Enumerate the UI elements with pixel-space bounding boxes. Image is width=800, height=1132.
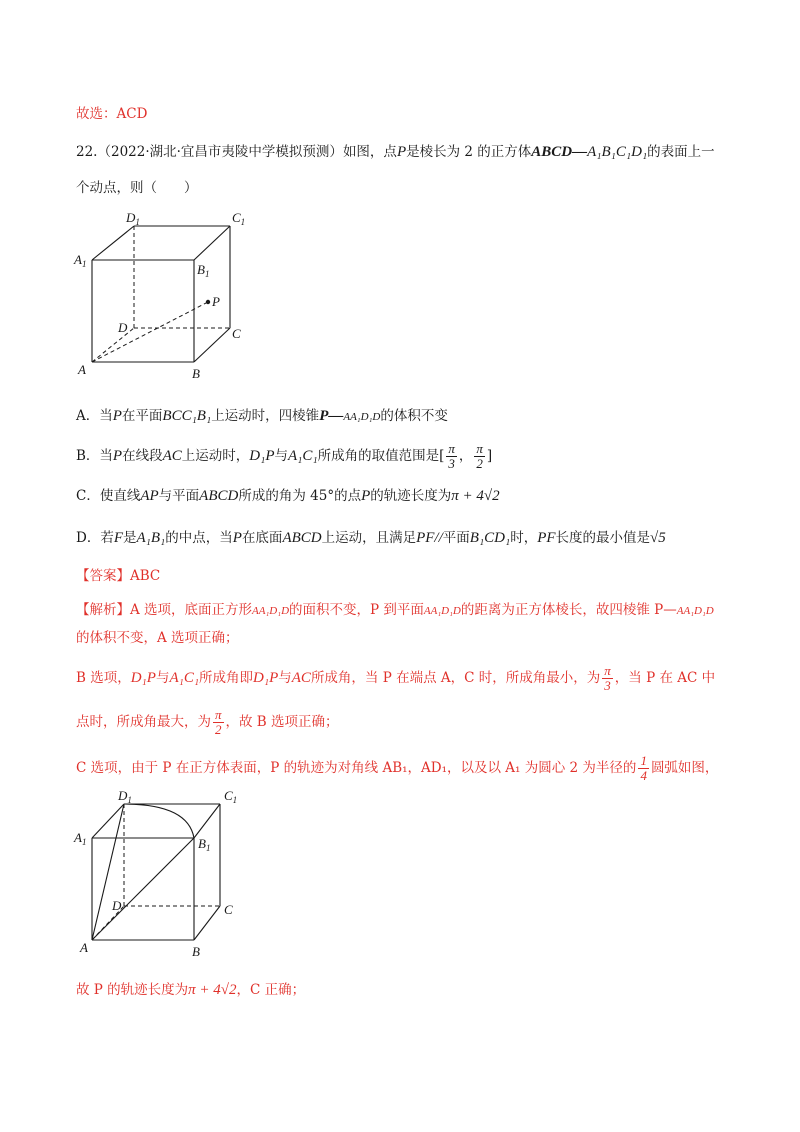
analysis-text: ，故 B 选项正确； — [225, 714, 339, 730]
option-d — [76, 528, 666, 548]
analysis-b-line-2 — [76, 708, 339, 737]
cube-top: A₁B₁C₁D₁ — [587, 144, 648, 160]
line-ac: AC — [291, 670, 311, 686]
option-b-text: 所成角的取值范围是[ — [317, 448, 445, 464]
option-d-text: 上运动，且满足 — [321, 530, 417, 546]
label-c: C — [232, 326, 241, 341]
option-d-text: 平面 — [442, 530, 470, 546]
label-p: P — [212, 294, 220, 309]
plane-aa1d1d: AA₁D₁D — [423, 605, 461, 617]
point-p: P — [112, 408, 122, 424]
option-b-text: 在线段 — [122, 448, 163, 464]
edge-a1d1 — [92, 226, 134, 260]
analysis-label: 【解析】 — [76, 602, 130, 618]
segment-ap — [92, 302, 208, 362]
label-a1: $A_1$ — [74, 252, 87, 269]
analysis-text: 的面积不变，P 到平面 — [289, 602, 424, 618]
label-a: A — [78, 362, 86, 377]
option-d-text: 的中点，当 — [165, 530, 233, 546]
option-b-text: B．当 — [76, 448, 113, 464]
point-p: P — [396, 144, 407, 160]
stem-text: 的表面上一 — [647, 144, 715, 160]
option-c-text: 的轨迹长度为 — [370, 488, 452, 504]
min-length: √5 — [650, 530, 666, 546]
line-pf: PF — [537, 530, 556, 546]
label-b1: $B_1$ — [198, 836, 211, 853]
fraction-pi-2: $\frac{\pi}{2}$ — [215, 707, 222, 737]
line-d1p: D₁P — [249, 448, 275, 464]
analysis-text: C 选项，由于 P 在正方体表面，P 的轨迹为对角线 AB₁，AD₁，以及以 A₁ 为圆心 2 为半径的 — [76, 760, 637, 776]
fraction-pi-3: $\frac{\pi}{3}$ — [604, 663, 611, 693]
analysis-c-line — [76, 754, 718, 783]
cube-figure-1 — [72, 208, 272, 388]
option-c — [76, 486, 500, 506]
analysis-text: A 选项，底面正方形 — [130, 602, 253, 618]
trajectory-length: π + 4√2 — [451, 488, 500, 504]
option-d-text: D．若 — [76, 530, 114, 546]
trajectory-length: π + 4√2 — [188, 982, 237, 998]
label-b: B — [192, 366, 200, 381]
option-c-text: 所成的角为 45°的点 — [238, 488, 362, 504]
option-a-text: A．当 — [76, 408, 113, 424]
point-p: P — [361, 488, 371, 504]
analysis-b-line-1 — [76, 664, 715, 693]
label-c1: $C_1$ — [224, 788, 238, 805]
analysis-text: 所成角，当 P 在端点 A，C 时，所成角最小，为 — [310, 670, 601, 686]
option-a-text: 在平面 — [121, 408, 163, 424]
edge-a1d1 — [92, 804, 124, 838]
plane-abcd: ABCD — [199, 488, 239, 504]
arc-d1b1 — [124, 804, 194, 838]
option-a-text: 上运动时，四棱锥 — [211, 408, 320, 424]
point-p: P — [112, 448, 123, 464]
label-c: C — [224, 902, 233, 917]
label-b1: $B_1$ — [197, 262, 210, 279]
analysis-text: 与 — [278, 670, 292, 686]
option-d-text: 长度的最小值是 — [555, 530, 651, 546]
option-b-text: 上运动时， — [181, 448, 250, 464]
label-d1: $D_1$ — [118, 788, 132, 805]
edge-b1c1 — [194, 804, 220, 838]
plane-abcd: ABCD — [282, 530, 322, 546]
fraction-pi-3: $\frac{\pi}{3}$ — [448, 441, 455, 471]
line-a1c1: A₁C₁ — [287, 448, 318, 464]
option-a-text: 的体积不变 — [380, 408, 448, 424]
line-a1c1: A₁C₁ — [169, 670, 200, 686]
analysis-text: ，当 P 在 AC 中 — [614, 670, 716, 686]
analysis-line-2: 的体积不变，A 选项正确； — [76, 630, 239, 646]
option-d-text: 在底面 — [241, 530, 283, 546]
analysis-text: 点时，所成角最大，为 — [76, 714, 211, 730]
analysis-text: ，C 正确； — [236, 982, 306, 998]
label-a: A — [80, 940, 88, 955]
edge-bc — [194, 906, 220, 940]
segment-a1b1: A₁B₁ — [136, 530, 166, 546]
line-d1p: D₁P — [253, 670, 279, 686]
analysis-text: 故 P 的轨迹长度为 — [76, 982, 189, 998]
plane-aa1d1d: AA₁D₁D — [252, 605, 290, 617]
analysis-c-result — [76, 980, 305, 1000]
analysis-text: B 选项， — [76, 670, 131, 686]
option-d-text: 是 — [123, 530, 137, 546]
line-d1p: D₁P — [130, 670, 156, 686]
edge-b1c1 — [194, 226, 230, 260]
answer — [76, 566, 160, 586]
plane-b1cd1: B₁CD₁ — [469, 530, 511, 546]
answer-value: ABC — [130, 568, 161, 584]
pyramid-apex: P— — [319, 408, 344, 424]
edge-bc — [194, 328, 230, 362]
line-pf: PF// — [416, 530, 443, 546]
question-number: 22. — [76, 144, 98, 160]
label-c1: $C_1$ — [232, 210, 246, 227]
question-source: （2022·湖北·宜昌市夷陵中学模拟预测） — [97, 144, 343, 160]
point-f: F — [113, 530, 123, 546]
stem-text: 是棱长为 2 的正方体 — [406, 144, 532, 160]
option-c-text: C．使直线 — [76, 488, 141, 504]
cube-name: ABCD— — [531, 144, 588, 160]
question-stem-line2: 个动点，则（ ） — [76, 180, 198, 196]
fraction-pi-2: $\frac{\pi}{2}$ — [476, 441, 483, 471]
option-d-text: 时， — [510, 530, 538, 546]
label-d: D — [112, 898, 122, 913]
plane-aa1d1d: AA₁D₁D — [676, 605, 714, 617]
analysis-text: 的距离为正方体棱长，故四棱锥 P— — [460, 602, 677, 618]
plane-bcc1b1: BCC₁B₁ — [162, 408, 212, 424]
option-a — [76, 406, 448, 427]
diagonal-ab1 — [92, 838, 194, 940]
label-d1: $D_1$ — [126, 210, 140, 227]
label-b: B — [192, 944, 200, 959]
previous-answer: 故选：ACD — [76, 106, 148, 122]
analysis-text: 所成角即 — [199, 670, 254, 686]
option-b-text: ， — [458, 448, 473, 464]
segment-ac: AC — [162, 448, 182, 464]
label-d: D — [118, 320, 128, 335]
point-p-dot — [206, 300, 210, 304]
edge-ad-hidden — [92, 328, 134, 362]
pyramid-base: AA₁D₁D — [343, 411, 381, 423]
analysis-text: 与 — [155, 670, 170, 686]
line-ap: AP — [140, 488, 159, 504]
option-b-text: 与 — [274, 448, 288, 464]
stem-text: 如图，点 — [342, 144, 397, 160]
option-b — [76, 442, 492, 471]
answer-label: 【答案】 — [76, 568, 130, 584]
diagonal-ad1 — [92, 804, 124, 940]
option-c-text: 与平面 — [158, 488, 200, 504]
analysis-line-1 — [76, 600, 714, 621]
option-b-text: ] — [486, 448, 493, 464]
fraction-1-4: $\frac{1}{4}$ — [640, 753, 647, 783]
point-p: P — [232, 530, 242, 546]
cube-figure-2 — [72, 786, 272, 966]
label-a1: $A_1$ — [74, 830, 87, 847]
analysis-text: 圆弧如图， — [650, 760, 719, 776]
question-stem — [76, 142, 715, 162]
